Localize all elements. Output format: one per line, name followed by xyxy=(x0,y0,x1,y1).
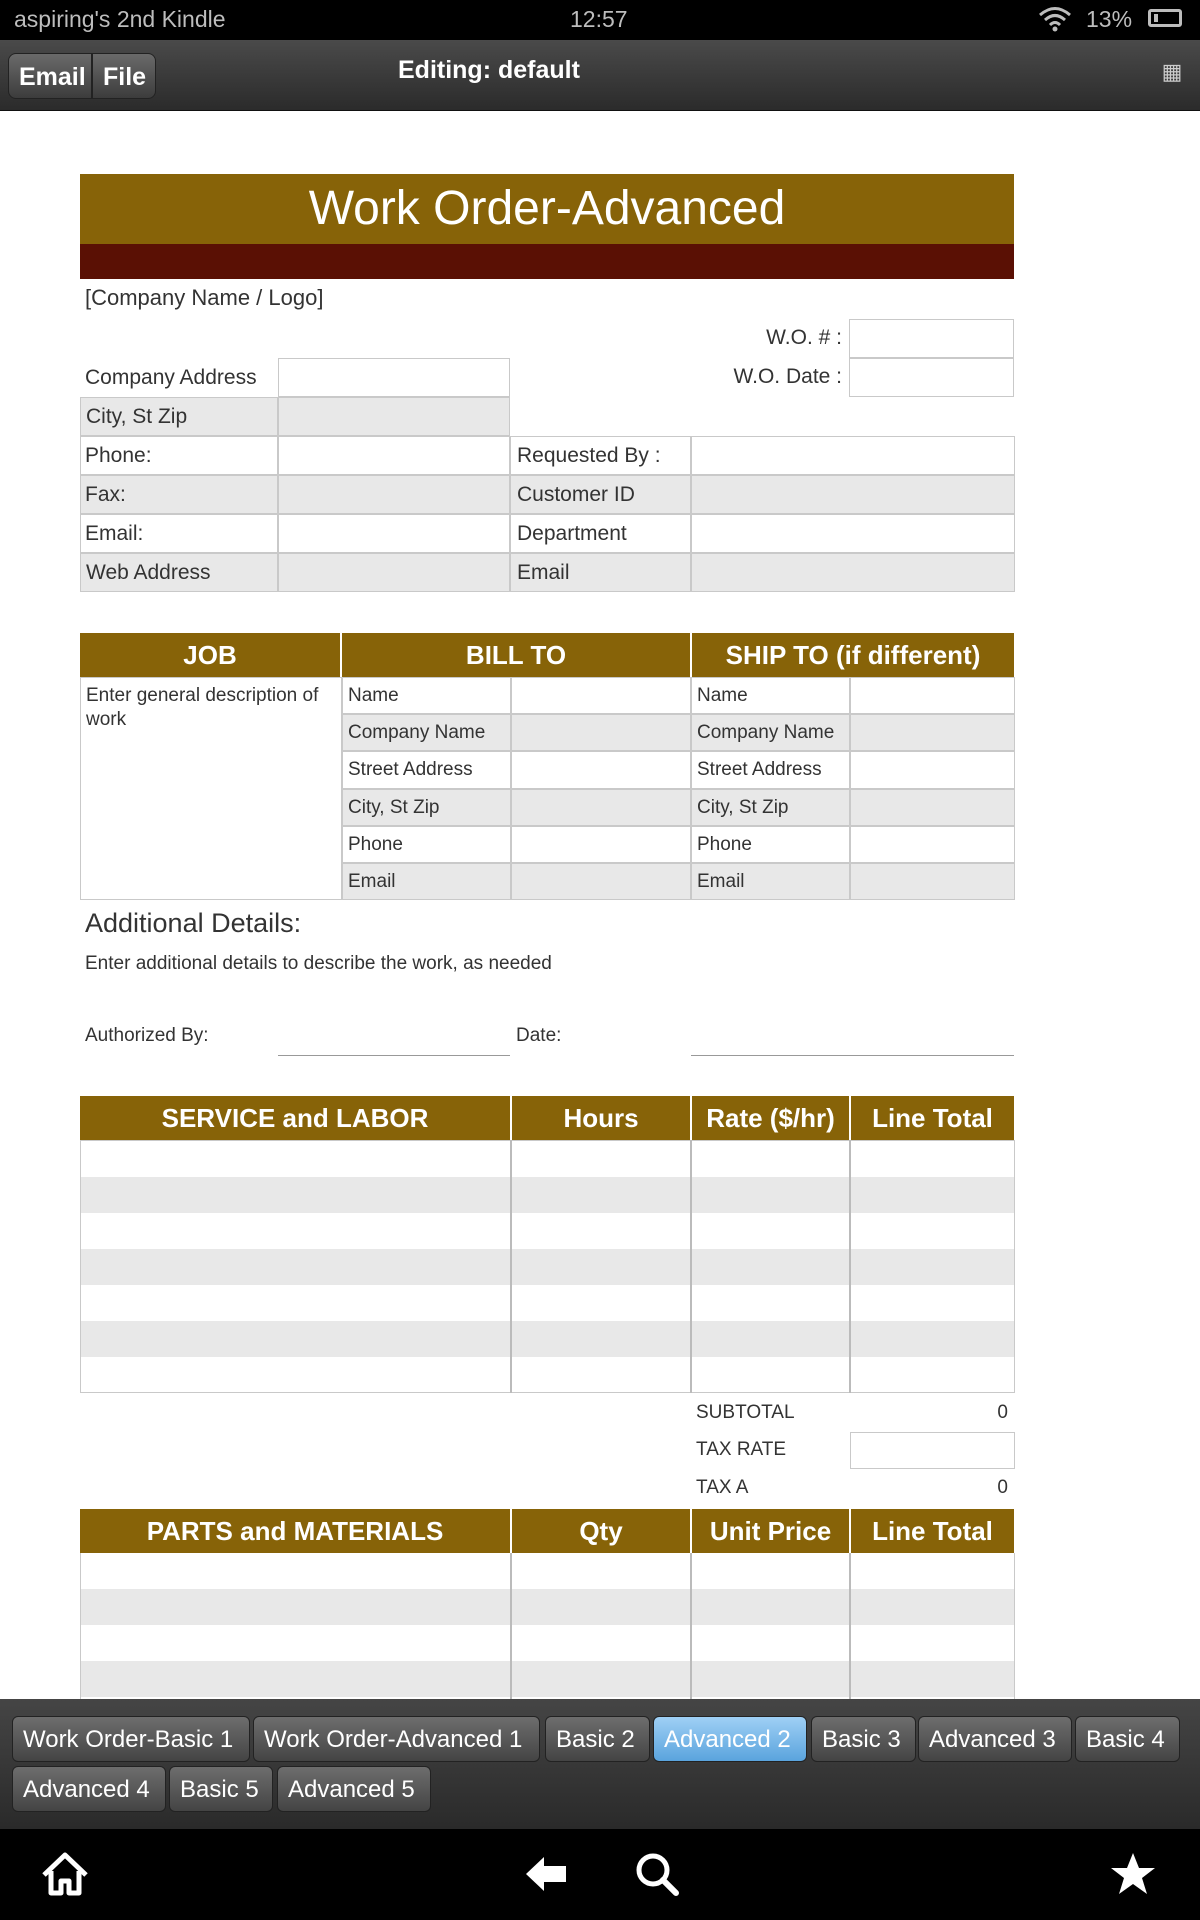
company-row: Company Address xyxy=(85,366,257,389)
job-header: JOB xyxy=(80,633,340,677)
ship-row: Street Address xyxy=(691,751,850,789)
back-arrow-icon[interactable] xyxy=(522,1851,570,1907)
battery-level: 13% xyxy=(1086,6,1133,32)
bill-row: Street Address xyxy=(342,751,511,789)
requested-row: Department xyxy=(510,514,691,553)
subtotal-value: 0 xyxy=(997,1402,1008,1423)
ship-to-header: SHIP TO (if different) xyxy=(692,633,1014,677)
fax-field[interactable] xyxy=(278,475,510,514)
ship-company-field[interactable] xyxy=(850,714,1015,751)
grid-icon[interactable]: ▦ xyxy=(1161,59,1183,84)
hours-header: Hours xyxy=(512,1096,690,1140)
status-bar xyxy=(0,0,1200,40)
parts-line-total-header: Line Total xyxy=(851,1509,1014,1553)
tab-advanced-2[interactable]: Advanced 2 xyxy=(653,1716,807,1762)
bill-name-field[interactable] xyxy=(511,677,691,714)
spreadsheet-document[interactable] xyxy=(0,111,1200,1699)
wifi-icon xyxy=(1038,6,1072,38)
app-toolbar xyxy=(0,40,1200,111)
tab-advanced-4[interactable]: Advanced 4 xyxy=(12,1766,166,1812)
battery-icon xyxy=(1148,9,1182,27)
ship-row: Phone xyxy=(691,826,850,863)
company-row: City, St Zip xyxy=(80,397,278,436)
tab-basic-5[interactable]: Basic 5 xyxy=(169,1766,273,1812)
unit-price-header: Unit Price xyxy=(692,1509,849,1553)
tab-work-order-advanced-1[interactable]: Work Order-Advanced 1 xyxy=(253,1716,540,1762)
department-field[interactable] xyxy=(691,514,1015,553)
search-icon[interactable] xyxy=(634,1851,680,1907)
ship-row: Email xyxy=(691,863,850,900)
bill-row: Company Name xyxy=(342,714,511,751)
device-name: aspiring's 2nd Kindle xyxy=(14,6,226,32)
city-field[interactable] xyxy=(278,397,510,436)
ship-row: Name xyxy=(691,677,850,714)
tab-advanced-5[interactable]: Advanced 5 xyxy=(277,1766,431,1812)
home-icon[interactable] xyxy=(40,1851,90,1907)
parts-header: PARTS and MATERIALS xyxy=(80,1509,510,1553)
additional-details-title: Additional Details: xyxy=(85,908,302,938)
ship-row: Company Name xyxy=(691,714,850,751)
company-row: Email: xyxy=(80,514,278,553)
company-row: Fax: xyxy=(80,475,278,514)
job-description[interactable]: Enter general description of work xyxy=(80,677,342,900)
bill-row: Name xyxy=(342,677,511,714)
tab-basic-2[interactable]: Basic 2 xyxy=(545,1716,650,1762)
tab-basic-3[interactable]: Basic 3 xyxy=(811,1716,916,1762)
date-label: Date: xyxy=(516,1025,562,1046)
parts-col-divider xyxy=(849,1553,851,1699)
ship-phone-field[interactable] xyxy=(850,826,1015,863)
ship-row: City, St Zip xyxy=(691,789,850,826)
wo-date-label: W.O. Date : xyxy=(733,365,842,388)
wo-number-label: W.O. # : xyxy=(766,326,842,349)
company-row: Phone: xyxy=(80,436,278,475)
parts-table[interactable] xyxy=(80,1553,1015,1699)
star-icon[interactable] xyxy=(1110,1851,1156,1907)
sheet-tabs xyxy=(0,1699,1200,1829)
file-button[interactable]: File xyxy=(92,53,156,99)
bill-row: Email xyxy=(342,863,511,900)
authorized-by-line[interactable] xyxy=(278,1055,510,1056)
requested-row: Requested By : xyxy=(510,436,691,475)
company-logo-placeholder: [Company Name / Logo] xyxy=(85,285,324,310)
tax-rate-label: TAX RATE xyxy=(696,1439,787,1460)
bill-email-field[interactable] xyxy=(511,863,691,900)
bill-to-header: BILL TO xyxy=(342,633,690,677)
tax-a-value: 0 xyxy=(997,1477,1008,1498)
web-address-field[interactable] xyxy=(278,553,510,592)
ship-name-field[interactable] xyxy=(850,677,1015,714)
bill-row: Phone xyxy=(342,826,511,863)
customer-id-field[interactable] xyxy=(691,475,1015,514)
company-address-field[interactable] xyxy=(278,358,510,397)
additional-details-text[interactable]: Enter additional details to describe the work, as needed xyxy=(85,953,552,974)
company-row: Web Address xyxy=(80,553,278,592)
bill-street-field[interactable] xyxy=(511,751,691,789)
authorized-by-label: Authorized By: xyxy=(85,1025,209,1046)
email-button[interactable]: Email xyxy=(8,53,92,99)
wo-date-field[interactable] xyxy=(849,358,1014,397)
phone-field[interactable] xyxy=(278,436,510,475)
service-col-divider xyxy=(849,1140,851,1393)
bill-row: City, St Zip xyxy=(342,789,511,826)
requested-row: Customer ID xyxy=(510,475,691,514)
bill-company-field[interactable] xyxy=(511,714,691,751)
ship-email-field[interactable] xyxy=(850,863,1015,900)
qty-header: Qty xyxy=(512,1509,690,1553)
parts-col-divider xyxy=(690,1553,692,1699)
editing-title: Editing: default xyxy=(398,56,580,84)
ship-street-field[interactable] xyxy=(850,751,1015,789)
bill-city-field[interactable] xyxy=(511,789,691,826)
ship-city-field[interactable] xyxy=(850,789,1015,826)
requested-row: Email xyxy=(510,553,691,592)
tab-advanced-3[interactable]: Advanced 3 xyxy=(918,1716,1072,1762)
clock: 12:57 xyxy=(570,6,628,32)
wo-number-field[interactable] xyxy=(849,319,1014,358)
rate-header: Rate ($/hr) xyxy=(692,1096,849,1140)
tab-basic-4[interactable]: Basic 4 xyxy=(1075,1716,1180,1762)
bill-phone-field[interactable] xyxy=(511,826,691,863)
service-col-divider xyxy=(510,1140,512,1393)
service-col-divider xyxy=(690,1140,692,1393)
line-total-header: Line Total xyxy=(851,1096,1014,1140)
service-header: SERVICE and LABOR xyxy=(80,1096,510,1140)
requested-email-field[interactable] xyxy=(691,553,1015,592)
subtotal-label: SUBTOTAL xyxy=(696,1402,795,1423)
tax-rate-field[interactable] xyxy=(850,1432,1015,1469)
title-underbar xyxy=(80,244,1014,279)
email-field[interactable] xyxy=(278,514,510,553)
parts-col-divider xyxy=(510,1553,512,1699)
requested-by-field[interactable] xyxy=(691,436,1015,475)
title-bar: Work Order-Advanced xyxy=(80,174,1014,244)
date-line[interactable] xyxy=(691,1055,1014,1056)
tab-work-order-basic-1[interactable]: Work Order-Basic 1 xyxy=(12,1716,250,1762)
tax-a-label: TAX A xyxy=(696,1477,749,1498)
service-table[interactable] xyxy=(80,1140,1015,1393)
system-nav-bar xyxy=(0,1829,1200,1920)
